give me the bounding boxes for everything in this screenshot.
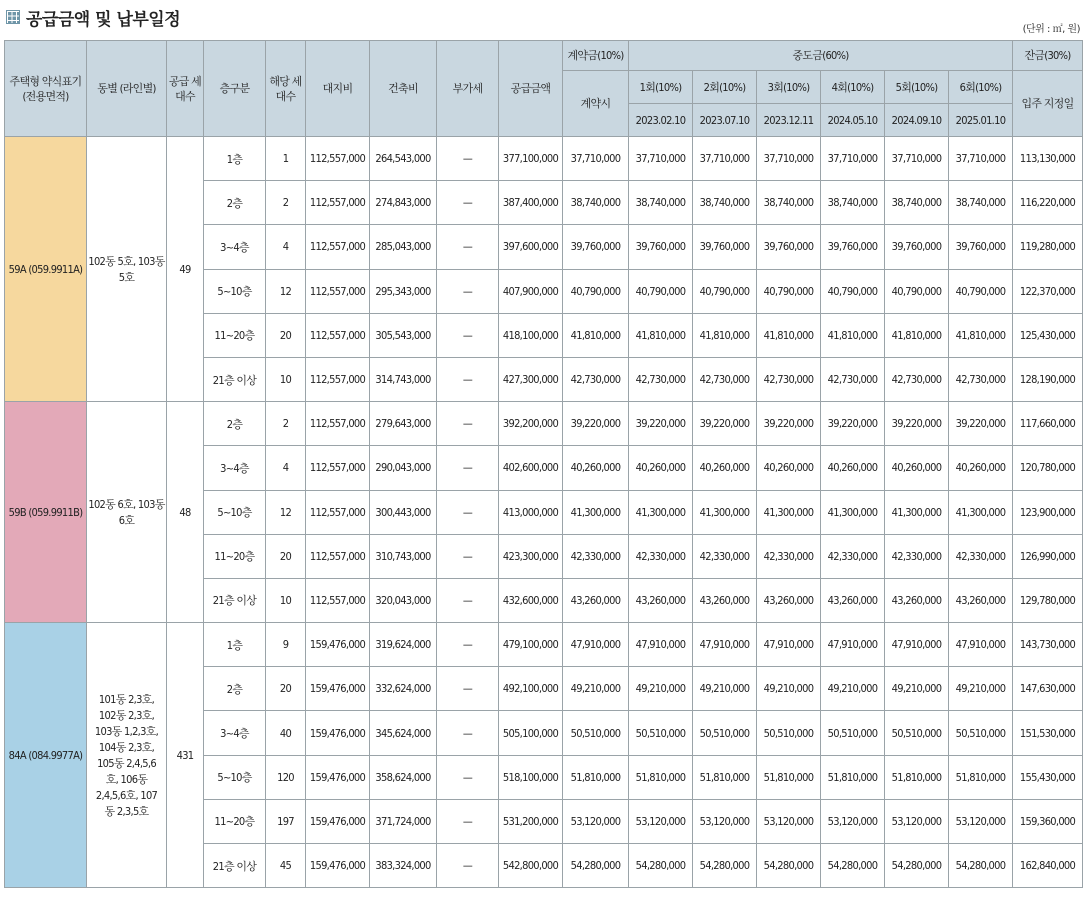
installment-cell: 53,120,000 (629, 799, 693, 843)
installment-cell: 54,280,000 (757, 844, 821, 888)
installment-cell: 51,810,000 (821, 755, 885, 799)
vat-cell: — (437, 225, 499, 269)
balance-cell: 155,430,000 (1013, 755, 1083, 799)
deposit-cell: 50,510,000 (563, 711, 629, 755)
land-cell: 112,557,000 (306, 534, 370, 578)
installment-cell: 53,120,000 (693, 799, 757, 843)
balance-cell: 129,780,000 (1013, 578, 1083, 622)
installment-cell: 50,510,000 (821, 711, 885, 755)
installment-cell: 37,710,000 (949, 137, 1013, 181)
header-building: 건축비 (370, 41, 437, 137)
installment-cell: 49,210,000 (629, 667, 693, 711)
units-cell: 2 (266, 402, 306, 446)
installment-cell: 41,300,000 (629, 490, 693, 534)
deposit-cell: 38,740,000 (563, 181, 629, 225)
installment-cell: 40,260,000 (949, 446, 1013, 490)
vat-cell: — (437, 623, 499, 667)
supply-price-cell: 418,100,000 (499, 313, 563, 357)
units-cell: 12 (266, 269, 306, 313)
installment-cell: 38,740,000 (693, 181, 757, 225)
installment-cell: 54,280,000 (821, 844, 885, 888)
floor-cell: 5~10층 (204, 490, 266, 534)
land-cell: 112,557,000 (306, 181, 370, 225)
grid-icon (6, 10, 20, 24)
balance-cell: 122,370,000 (1013, 269, 1083, 313)
units-cell: 12 (266, 490, 306, 534)
installment-cell: 40,790,000 (885, 269, 949, 313)
table-row (5, 623, 1083, 667)
building-cell: 264,543,000 (370, 137, 437, 181)
installment-cell: 51,810,000 (693, 755, 757, 799)
installment-cell: 41,810,000 (629, 313, 693, 357)
header-vat: 부가세 (437, 41, 499, 137)
deposit-cell: 53,120,000 (563, 799, 629, 843)
units-cell: 2 (266, 181, 306, 225)
building-cell: 383,324,000 (370, 844, 437, 888)
deposit-cell: 42,330,000 (563, 534, 629, 578)
supply-price-cell: 377,100,000 (499, 137, 563, 181)
units-cell: 20 (266, 534, 306, 578)
units-cell: 20 (266, 313, 306, 357)
building-cell: 279,643,000 (370, 402, 437, 446)
vat-cell: — (437, 844, 499, 888)
deposit-cell: 40,260,000 (563, 446, 629, 490)
installment-cell: 40,790,000 (629, 269, 693, 313)
balance-cell: 116,220,000 (1013, 181, 1083, 225)
installment-cell: 42,330,000 (821, 534, 885, 578)
floor-cell: 2층 (204, 402, 266, 446)
installment-cell: 39,760,000 (757, 225, 821, 269)
installment-cell: 49,210,000 (757, 667, 821, 711)
installment-cell: 43,260,000 (629, 578, 693, 622)
building-cell: 274,843,000 (370, 181, 437, 225)
installment-cell: 39,760,000 (629, 225, 693, 269)
deposit-cell: 47,910,000 (563, 623, 629, 667)
supply-price-cell: 407,900,000 (499, 269, 563, 313)
balance-cell: 117,660,000 (1013, 402, 1083, 446)
balance-cell: 162,840,000 (1013, 844, 1083, 888)
balance-cell: 143,730,000 (1013, 623, 1083, 667)
vat-cell: — (437, 755, 499, 799)
floor-cell: 3~4층 (204, 446, 266, 490)
header-installment-label: 2회(10%) (693, 71, 757, 104)
installment-cell: 54,280,000 (885, 844, 949, 888)
header-installment-label: 4회(10%) (821, 71, 885, 104)
installment-cell: 53,120,000 (949, 799, 1013, 843)
units-cell: 40 (266, 711, 306, 755)
header-installment-date: 2025.01.10 (949, 104, 1013, 137)
installment-cell: 42,730,000 (821, 357, 885, 401)
header-installment-date: 2024.09.10 (885, 104, 949, 137)
floor-cell: 21층 이상 (204, 844, 266, 888)
floor-cell: 3~4층 (204, 225, 266, 269)
installment-cell: 40,260,000 (693, 446, 757, 490)
building-cell: 371,724,000 (370, 799, 437, 843)
floor-cell: 2층 (204, 667, 266, 711)
deposit-cell: 41,810,000 (563, 313, 629, 357)
vat-cell: — (437, 534, 499, 578)
units-cell: 10 (266, 578, 306, 622)
land-cell: 112,557,000 (306, 446, 370, 490)
installment-cell: 37,710,000 (693, 137, 757, 181)
balance-cell: 125,430,000 (1013, 313, 1083, 357)
header-installment-date: 2024.05.10 (821, 104, 885, 137)
balance-cell: 126,990,000 (1013, 534, 1083, 578)
floor-cell: 5~10층 (204, 755, 266, 799)
units-cell: 20 (266, 667, 306, 711)
installment-cell: 37,710,000 (885, 137, 949, 181)
installment-cell: 39,760,000 (821, 225, 885, 269)
header-installment-date: 2023.02.10 (629, 104, 693, 137)
supply-price-cell: 413,000,000 (499, 490, 563, 534)
installment-cell: 42,330,000 (885, 534, 949, 578)
land-cell: 112,557,000 (306, 269, 370, 313)
vat-cell: — (437, 269, 499, 313)
unit-note: (단위 : ㎡, 원) (1022, 24, 1080, 35)
building-cell: 310,743,000 (370, 534, 437, 578)
balance-cell: 128,190,000 (1013, 357, 1083, 401)
installment-cell: 49,210,000 (693, 667, 757, 711)
header-balance: 잔금(30%) (1013, 41, 1083, 71)
installment-cell: 41,300,000 (949, 490, 1013, 534)
dong-cell: 102동 6호, 103동 6호 (87, 402, 167, 623)
installment-cell: 43,260,000 (693, 578, 757, 622)
land-cell: 159,476,000 (306, 667, 370, 711)
header-installment-label: 1회(10%) (629, 71, 693, 104)
supply-price-cell: 505,100,000 (499, 711, 563, 755)
land-cell: 112,557,000 (306, 225, 370, 269)
installment-cell: 40,790,000 (693, 269, 757, 313)
installment-cell: 51,810,000 (629, 755, 693, 799)
installment-cell: 42,730,000 (885, 357, 949, 401)
supply-price-cell: 518,100,000 (499, 755, 563, 799)
installment-cell: 42,330,000 (693, 534, 757, 578)
units-cell: 1 (266, 137, 306, 181)
units-cell: 10 (266, 357, 306, 401)
installment-cell: 40,790,000 (821, 269, 885, 313)
table-row (5, 137, 1083, 181)
header-dong: 동별 (라인별) (87, 41, 167, 137)
units-cell: 4 (266, 446, 306, 490)
installment-cell: 51,810,000 (757, 755, 821, 799)
table-row (5, 402, 1083, 446)
table-body (5, 137, 1083, 888)
installment-cell: 37,710,000 (821, 137, 885, 181)
installment-cell: 47,910,000 (821, 623, 885, 667)
installment-cell: 47,910,000 (757, 623, 821, 667)
installment-cell: 40,260,000 (629, 446, 693, 490)
floor-cell: 1층 (204, 623, 266, 667)
installment-cell: 42,730,000 (629, 357, 693, 401)
page-title: 공급금액 및 납부일정 (26, 10, 181, 30)
land-cell: 112,557,000 (306, 357, 370, 401)
installment-cell: 41,810,000 (885, 313, 949, 357)
floor-cell: 5~10층 (204, 269, 266, 313)
land-cell: 159,476,000 (306, 844, 370, 888)
vat-cell: — (437, 313, 499, 357)
vat-cell: — (437, 578, 499, 622)
balance-cell: 120,780,000 (1013, 446, 1083, 490)
floor-cell: 21층 이상 (204, 578, 266, 622)
installment-cell: 42,730,000 (693, 357, 757, 401)
header-supply-price: 공급금액 (499, 41, 563, 137)
installment-cell: 43,260,000 (757, 578, 821, 622)
floor-cell: 21층 이상 (204, 357, 266, 401)
supply-price-cell: 423,300,000 (499, 534, 563, 578)
building-cell: 345,624,000 (370, 711, 437, 755)
installment-cell: 50,510,000 (885, 711, 949, 755)
price-table (4, 40, 1083, 888)
installment-cell: 53,120,000 (757, 799, 821, 843)
building-cell: 295,343,000 (370, 269, 437, 313)
installment-cell: 54,280,000 (693, 844, 757, 888)
installment-cell: 41,810,000 (757, 313, 821, 357)
units-cell: 45 (266, 844, 306, 888)
installment-cell: 39,220,000 (693, 402, 757, 446)
land-cell: 112,557,000 (306, 137, 370, 181)
installment-cell: 39,220,000 (821, 402, 885, 446)
deposit-cell: 40,790,000 (563, 269, 629, 313)
balance-cell: 147,630,000 (1013, 667, 1083, 711)
supply-price-cell: 542,800,000 (499, 844, 563, 888)
floor-cell: 2층 (204, 181, 266, 225)
building-cell: 320,043,000 (370, 578, 437, 622)
type-cell: 84A (084.9977A) (5, 623, 87, 888)
installment-cell: 39,220,000 (885, 402, 949, 446)
installment-cell: 38,740,000 (629, 181, 693, 225)
supply-price-cell: 402,600,000 (499, 446, 563, 490)
units-cell: 120 (266, 755, 306, 799)
building-cell: 285,043,000 (370, 225, 437, 269)
installment-cell: 39,220,000 (629, 402, 693, 446)
installment-cell: 42,730,000 (757, 357, 821, 401)
header-units: 해당 세대수 (266, 41, 306, 137)
installment-cell: 51,810,000 (885, 755, 949, 799)
building-cell: 300,443,000 (370, 490, 437, 534)
balance-cell: 123,900,000 (1013, 490, 1083, 534)
floor-cell: 11~20층 (204, 534, 266, 578)
land-cell: 159,476,000 (306, 711, 370, 755)
building-cell: 332,624,000 (370, 667, 437, 711)
header-type: 주택형 약식표기 (전용면적) (5, 41, 87, 137)
installment-cell: 38,740,000 (885, 181, 949, 225)
header-supply-units: 공급 세대수 (167, 41, 204, 137)
vat-cell: — (437, 402, 499, 446)
installment-cell: 53,120,000 (821, 799, 885, 843)
installment-cell: 39,220,000 (757, 402, 821, 446)
deposit-cell: 42,730,000 (563, 357, 629, 401)
supply-price-cell: 492,100,000 (499, 667, 563, 711)
installment-cell: 49,210,000 (821, 667, 885, 711)
vat-cell: — (437, 490, 499, 534)
header-deposit: 계약금(10%) (563, 41, 629, 71)
installment-cell: 41,810,000 (949, 313, 1013, 357)
building-cell: 319,624,000 (370, 623, 437, 667)
deposit-cell: 43,260,000 (563, 578, 629, 622)
installment-cell: 40,260,000 (821, 446, 885, 490)
land-cell: 112,557,000 (306, 402, 370, 446)
vat-cell: — (437, 799, 499, 843)
building-cell: 305,543,000 (370, 313, 437, 357)
installment-cell: 50,510,000 (949, 711, 1013, 755)
deposit-cell: 51,810,000 (563, 755, 629, 799)
vat-cell: — (437, 667, 499, 711)
deposit-cell: 54,280,000 (563, 844, 629, 888)
balance-cell: 113,130,000 (1013, 137, 1083, 181)
installment-cell: 39,220,000 (949, 402, 1013, 446)
balance-cell: 151,530,000 (1013, 711, 1083, 755)
building-cell: 358,624,000 (370, 755, 437, 799)
supply-price-cell: 427,300,000 (499, 357, 563, 401)
vat-cell: — (437, 357, 499, 401)
deposit-cell: 41,300,000 (563, 490, 629, 534)
installment-cell: 37,710,000 (757, 137, 821, 181)
deposit-cell: 39,760,000 (563, 225, 629, 269)
installment-cell: 42,330,000 (757, 534, 821, 578)
installment-cell: 50,510,000 (757, 711, 821, 755)
installment-cell: 40,790,000 (949, 269, 1013, 313)
supply-price-cell: 397,600,000 (499, 225, 563, 269)
land-cell: 159,476,000 (306, 755, 370, 799)
supply-price-cell: 392,200,000 (499, 402, 563, 446)
supply-price-cell: 387,400,000 (499, 181, 563, 225)
dong-cell: 101동 2,3호, 102동 2,3호, 103동 1,2,3호, 104동 2,3호, 105동 2,4,5,6호, 106동 2,4,5,6호, 107동 2,3,5호 (87, 623, 167, 888)
header-floor: 층구분 (204, 41, 266, 137)
dong-cell: 102동 5호, 103동 5호 (87, 137, 167, 402)
land-cell: 159,476,000 (306, 799, 370, 843)
installment-cell: 39,760,000 (693, 225, 757, 269)
installment-cell: 42,330,000 (949, 534, 1013, 578)
installment-cell: 41,810,000 (693, 313, 757, 357)
installment-cell: 39,760,000 (949, 225, 1013, 269)
installment-cell: 38,740,000 (757, 181, 821, 225)
land-cell: 112,557,000 (306, 313, 370, 357)
installment-cell: 47,910,000 (629, 623, 693, 667)
supply-units-cell: 48 (167, 402, 204, 623)
supply-price-cell: 432,600,000 (499, 578, 563, 622)
installment-cell: 43,260,000 (821, 578, 885, 622)
header-land: 대지비 (306, 41, 370, 137)
deposit-cell: 49,210,000 (563, 667, 629, 711)
installment-cell: 49,210,000 (885, 667, 949, 711)
installment-cell: 40,260,000 (757, 446, 821, 490)
installment-cell: 38,740,000 (821, 181, 885, 225)
header-installment-label: 6회(10%) (949, 71, 1013, 104)
vat-cell: — (437, 711, 499, 755)
installment-cell: 39,760,000 (885, 225, 949, 269)
installment-cell: 50,510,000 (693, 711, 757, 755)
units-cell: 9 (266, 623, 306, 667)
installment-cell: 47,910,000 (949, 623, 1013, 667)
supply-price-cell: 531,200,000 (499, 799, 563, 843)
balance-cell: 119,280,000 (1013, 225, 1083, 269)
building-cell: 314,743,000 (370, 357, 437, 401)
header-installment-label: 3회(10%) (757, 71, 821, 104)
supply-units-cell: 49 (167, 137, 204, 402)
floor-cell: 3~4층 (204, 711, 266, 755)
installment-cell: 42,330,000 (629, 534, 693, 578)
installment-cell: 47,910,000 (693, 623, 757, 667)
installment-cell: 43,260,000 (885, 578, 949, 622)
installment-cell: 40,790,000 (757, 269, 821, 313)
installment-cell: 41,300,000 (821, 490, 885, 534)
supply-units-cell: 431 (167, 623, 204, 888)
installment-cell: 41,300,000 (757, 490, 821, 534)
vat-cell: — (437, 181, 499, 225)
type-cell: 59B (059.9911B) (5, 402, 87, 623)
installment-cell: 41,300,000 (885, 490, 949, 534)
units-cell: 197 (266, 799, 306, 843)
deposit-cell: 37,710,000 (563, 137, 629, 181)
installment-cell: 42,730,000 (949, 357, 1013, 401)
installment-cell: 43,260,000 (949, 578, 1013, 622)
deposit-cell: 39,220,000 (563, 402, 629, 446)
header-balance-sub: 입주 지정일 (1013, 71, 1083, 137)
header-installment-label: 5회(10%) (885, 71, 949, 104)
type-cell: 59A (059.9911A) (5, 137, 87, 402)
balance-cell: 159,360,000 (1013, 799, 1083, 843)
installment-cell: 47,910,000 (885, 623, 949, 667)
installment-cell: 38,740,000 (949, 181, 1013, 225)
installment-cell: 51,810,000 (949, 755, 1013, 799)
installment-cell: 41,810,000 (821, 313, 885, 357)
land-cell: 112,557,000 (306, 578, 370, 622)
building-cell: 290,043,000 (370, 446, 437, 490)
header-middle: 중도금(60%) (629, 41, 1013, 71)
land-cell: 159,476,000 (306, 623, 370, 667)
floor-cell: 11~20층 (204, 799, 266, 843)
floor-cell: 1층 (204, 137, 266, 181)
units-cell: 4 (266, 225, 306, 269)
installment-cell: 54,280,000 (629, 844, 693, 888)
vat-cell: — (437, 137, 499, 181)
installment-cell: 49,210,000 (949, 667, 1013, 711)
installment-cell: 40,260,000 (885, 446, 949, 490)
header-installment-date: 2023.12.11 (757, 104, 821, 137)
land-cell: 112,557,000 (306, 490, 370, 534)
header-deposit-sub: 계약시 (563, 71, 629, 137)
installment-cell: 54,280,000 (949, 844, 1013, 888)
vat-cell: — (437, 446, 499, 490)
installment-cell: 50,510,000 (629, 711, 693, 755)
title-bar (0, 0, 1088, 40)
header-installment-date: 2023.07.10 (693, 104, 757, 137)
floor-cell: 11~20층 (204, 313, 266, 357)
supply-price-cell: 479,100,000 (499, 623, 563, 667)
installment-cell: 53,120,000 (885, 799, 949, 843)
installment-cell: 41,300,000 (693, 490, 757, 534)
installment-cell: 37,710,000 (629, 137, 693, 181)
